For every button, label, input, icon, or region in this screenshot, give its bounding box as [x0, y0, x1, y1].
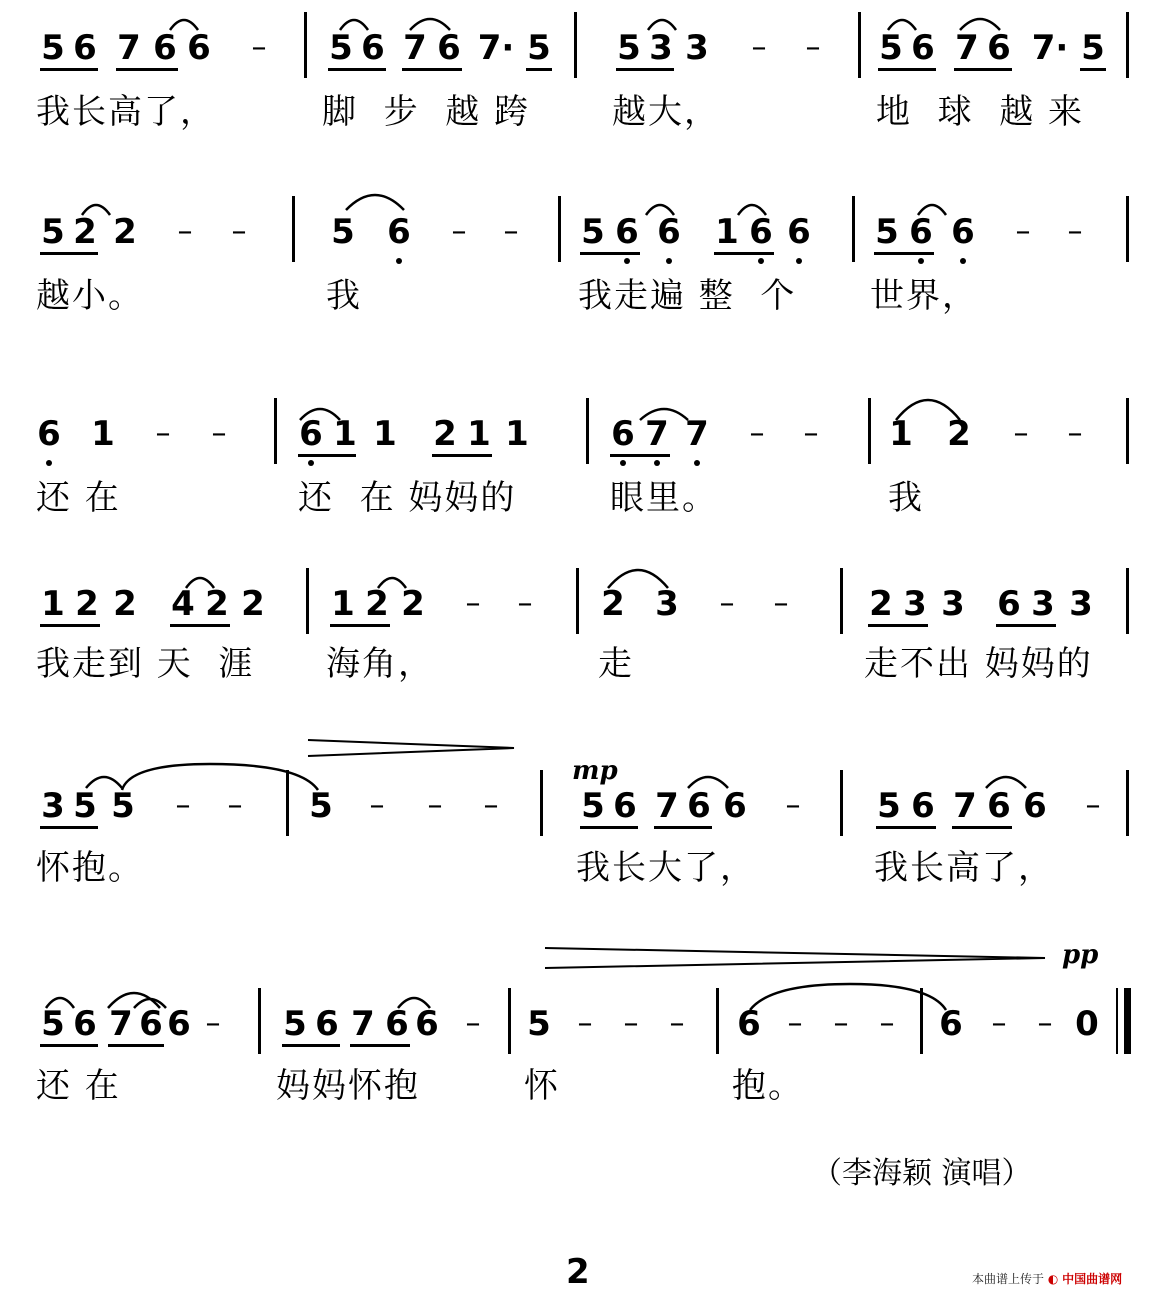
note: 2 — [75, 584, 99, 624]
note: 3 — [1069, 584, 1093, 624]
dash: – — [155, 416, 171, 451]
underline — [402, 68, 462, 71]
note: 6 — [737, 1004, 761, 1044]
lyric: 越小。 — [36, 276, 144, 316]
barline — [840, 770, 843, 836]
dash: – — [805, 30, 821, 65]
underline — [952, 826, 1012, 829]
dash: – — [465, 1006, 481, 1041]
lyric: 还 在 — [36, 478, 121, 518]
dash: – — [177, 214, 193, 249]
barline — [1126, 196, 1129, 262]
note: 6 — [139, 1004, 163, 1044]
note: 6 — [987, 28, 1011, 68]
barline — [304, 12, 307, 78]
lyric: 还 在 妈妈的 — [298, 478, 517, 518]
note: 2 — [433, 414, 457, 454]
lyric: 我 — [326, 276, 362, 316]
underline — [170, 624, 230, 627]
barline — [868, 398, 871, 464]
dash: – — [623, 1006, 639, 1041]
dash: – — [503, 214, 519, 249]
note: 1 — [467, 414, 491, 454]
note: 2 — [601, 584, 625, 624]
note: 6 — [997, 584, 1021, 624]
note: 7 — [955, 28, 979, 68]
note: 2 — [947, 414, 971, 454]
note: 6 — [315, 1004, 339, 1044]
dash: – — [785, 788, 801, 823]
dash: – — [1067, 214, 1083, 249]
low-octave-dot — [918, 258, 924, 264]
score-row-1 — [0, 24, 1163, 134]
underline — [108, 1044, 164, 1047]
note: 2 — [113, 584, 137, 624]
note: 7 — [953, 786, 977, 826]
note: 6 — [939, 1004, 963, 1044]
note: 6 — [687, 786, 711, 826]
note: 5 — [283, 1004, 307, 1044]
underline — [40, 826, 98, 829]
low-octave-dot — [308, 460, 314, 466]
lyric: 地 球 越 来 — [876, 92, 1085, 132]
barline — [840, 568, 843, 634]
page-number: 2 — [566, 1252, 590, 1292]
dash: – — [751, 30, 767, 65]
lyric: 怀 — [524, 1066, 560, 1106]
lyric: 妈妈怀抱 — [276, 1066, 420, 1106]
note: 6 — [153, 28, 177, 68]
underline — [580, 826, 638, 829]
note: 7 — [109, 1004, 133, 1044]
note: 1 — [91, 414, 115, 454]
final-barline-thin — [1116, 988, 1118, 1054]
note: 6 — [723, 786, 747, 826]
lyric: 我走遍 整 个 — [578, 276, 797, 316]
dash: – — [427, 788, 443, 823]
note: 6 — [187, 28, 211, 68]
lyric: 我长高了， — [36, 92, 216, 132]
note: 3 — [41, 786, 65, 826]
low-octave-dot — [620, 460, 626, 466]
barline — [574, 12, 577, 78]
underline — [330, 624, 390, 627]
note: 1 — [505, 414, 529, 454]
note: 4 — [171, 584, 195, 624]
underline — [328, 68, 386, 71]
low-octave-dot — [694, 460, 700, 466]
underline — [714, 252, 774, 255]
score-row-6 — [0, 940, 1163, 1112]
lyric: 抱。 — [732, 1066, 804, 1106]
underline — [874, 252, 934, 255]
underline — [40, 252, 98, 255]
note: 6 — [73, 28, 97, 68]
note: 5 — [875, 212, 899, 252]
note: 6 — [909, 212, 933, 252]
lyric: 我长大了， — [576, 848, 756, 888]
upload-watermark — [972, 1270, 1122, 1287]
note: 5 — [527, 1004, 551, 1044]
dash: – — [175, 788, 191, 823]
dash: – — [577, 1006, 593, 1041]
note: 6 — [387, 212, 411, 252]
note: 7 — [117, 28, 141, 68]
note: 1 — [41, 584, 65, 624]
note: 5 — [73, 786, 97, 826]
barline — [920, 988, 923, 1054]
barline — [1126, 770, 1129, 836]
lyric: 走不出 妈妈的 — [864, 644, 1093, 684]
dash: – — [1013, 416, 1029, 451]
note: 5 — [309, 786, 333, 826]
underline — [610, 454, 670, 457]
dash: – — [251, 30, 267, 65]
dash: – — [465, 586, 481, 621]
barline — [274, 398, 277, 464]
barline — [852, 196, 855, 262]
note: 5 — [1081, 28, 1105, 68]
note: 6 — [415, 1004, 439, 1044]
note: 2 — [401, 584, 425, 624]
dash: – — [451, 214, 467, 249]
note: 5 — [879, 28, 903, 68]
underline — [40, 624, 100, 627]
underline — [878, 68, 936, 71]
underline — [298, 454, 356, 457]
note: 6 — [167, 1004, 191, 1044]
note: 1 — [373, 414, 397, 454]
note: 6 — [613, 786, 637, 826]
dash: – — [719, 586, 735, 621]
note: 2 — [205, 584, 229, 624]
underline — [868, 624, 928, 627]
underline — [876, 826, 936, 829]
lyric: 怀抱。 — [36, 848, 144, 888]
underline — [1080, 68, 1106, 71]
score-row-3 — [0, 412, 1163, 522]
dash: – — [787, 1006, 803, 1041]
dynamic-marking-mp: mp — [572, 756, 618, 786]
barline — [292, 196, 295, 262]
dash: – — [833, 1006, 849, 1041]
dash: – — [205, 1006, 221, 1041]
lyric: 越大， — [612, 92, 720, 132]
lyric: 我 — [888, 478, 924, 518]
note: 6 — [437, 28, 461, 68]
lyric: 眼里。 — [610, 478, 718, 518]
dash: – — [483, 788, 499, 823]
note: 5 — [41, 1004, 65, 1044]
note: 6 — [361, 28, 385, 68]
note: 7 — [645, 414, 669, 454]
note: 6 — [987, 786, 1011, 826]
note: 5 — [41, 212, 65, 252]
note: 7 — [351, 1004, 375, 1044]
underline — [996, 624, 1056, 627]
lyric: 世界， — [870, 276, 978, 316]
note: 5 — [877, 786, 901, 826]
dash: – — [803, 416, 819, 451]
dash: – — [369, 788, 385, 823]
underline — [350, 1044, 410, 1047]
underline — [282, 1044, 340, 1047]
note: 5 — [617, 28, 641, 68]
dash: – — [749, 416, 765, 451]
underline — [40, 1044, 98, 1047]
barline — [858, 12, 861, 78]
note: 1 — [333, 414, 357, 454]
performer-credit: （李海颖 演唱） — [812, 1156, 1032, 1191]
dash: – — [1085, 788, 1101, 823]
underline — [116, 68, 178, 71]
note: 3 — [655, 584, 679, 624]
note: 6 — [385, 1004, 409, 1044]
low-octave-dot — [624, 258, 630, 264]
dynamic-marking-pp: pp — [1062, 940, 1099, 970]
note: 6 — [951, 212, 975, 252]
note: 2 — [241, 584, 265, 624]
note: 5 — [41, 28, 65, 68]
dash: – — [773, 586, 789, 621]
note: 7 — [655, 786, 679, 826]
low-octave-dot — [796, 258, 802, 264]
barline — [306, 568, 309, 634]
note: 6 — [611, 414, 635, 454]
note: 5 — [527, 28, 551, 68]
note: 1 — [715, 212, 739, 252]
dash: – — [1067, 416, 1083, 451]
lyric: 脚 步 越 跨 — [322, 92, 531, 132]
note: 6 — [615, 212, 639, 252]
barline — [540, 770, 543, 836]
barline — [716, 988, 719, 1054]
underline — [40, 68, 98, 71]
barline — [1126, 568, 1129, 634]
low-octave-dot — [758, 258, 764, 264]
note: 5 — [331, 212, 355, 252]
underline — [432, 454, 492, 457]
note: 2 — [113, 212, 137, 252]
lyric: 海角， — [326, 644, 434, 684]
note: 0 — [1075, 1004, 1099, 1044]
note: 6 — [299, 414, 323, 454]
note: 3 — [685, 28, 709, 68]
underline — [654, 826, 712, 829]
dash: – — [1015, 214, 1031, 249]
lyric: 我长高了， — [874, 848, 1054, 888]
underline — [580, 252, 640, 255]
final-barline-thick — [1124, 988, 1131, 1054]
dash: – — [517, 586, 533, 621]
score-row-4 — [0, 582, 1163, 692]
note: 3 — [649, 28, 673, 68]
low-octave-dot — [46, 460, 52, 466]
watermark-prefix: 本曲谱上传于 — [972, 1272, 1045, 1286]
dash: – — [1037, 1006, 1053, 1041]
barline — [558, 196, 561, 262]
note: 6 — [1023, 786, 1047, 826]
note: 5 — [329, 28, 353, 68]
barline — [1126, 12, 1129, 78]
underline — [954, 68, 1012, 71]
note: 6 — [911, 28, 935, 68]
note: 5 — [581, 212, 605, 252]
low-octave-dot — [666, 258, 672, 264]
lyric: 还 在 — [36, 1066, 121, 1106]
note: 6 — [37, 414, 61, 454]
barline — [586, 398, 589, 464]
note: 2 — [365, 584, 389, 624]
barline — [508, 988, 511, 1054]
dash: – — [231, 214, 247, 249]
barline — [576, 568, 579, 634]
note: 5 — [111, 786, 135, 826]
low-octave-dot — [396, 258, 402, 264]
note: 6 — [73, 1004, 97, 1044]
lyric: 我走到 天 涯 — [36, 644, 255, 684]
dash: – — [879, 1006, 895, 1041]
note: 7· — [477, 28, 515, 68]
score-row-5 — [0, 756, 1163, 894]
score-row-2 — [0, 208, 1163, 318]
dash: – — [211, 416, 227, 451]
low-octave-dot — [654, 460, 660, 466]
note: 2 — [869, 584, 893, 624]
note: 1 — [331, 584, 355, 624]
note: 3 — [941, 584, 965, 624]
note: 1 — [889, 414, 913, 454]
note: 7· — [1031, 28, 1069, 68]
note: 6 — [911, 786, 935, 826]
site-logo-icon: ◐ — [1047, 1272, 1059, 1286]
barline — [1126, 398, 1129, 464]
low-octave-dot — [960, 258, 966, 264]
barline — [258, 988, 261, 1054]
dash: – — [669, 1006, 685, 1041]
note: 5 — [581, 786, 605, 826]
note: 6 — [749, 212, 773, 252]
lyric: 走 — [598, 644, 634, 684]
note: 2 — [73, 212, 97, 252]
watermark-brand: 中国曲谱网 — [1062, 1272, 1123, 1286]
note: 7 — [403, 28, 427, 68]
barline — [286, 770, 289, 836]
dash: – — [227, 788, 243, 823]
note: 7 — [685, 414, 709, 454]
note: 3 — [1031, 584, 1055, 624]
underline — [526, 68, 552, 71]
note: 6 — [787, 212, 811, 252]
dash: – — [991, 1006, 1007, 1041]
note: 6 — [657, 212, 681, 252]
note: 3 — [903, 584, 927, 624]
underline — [616, 68, 674, 71]
